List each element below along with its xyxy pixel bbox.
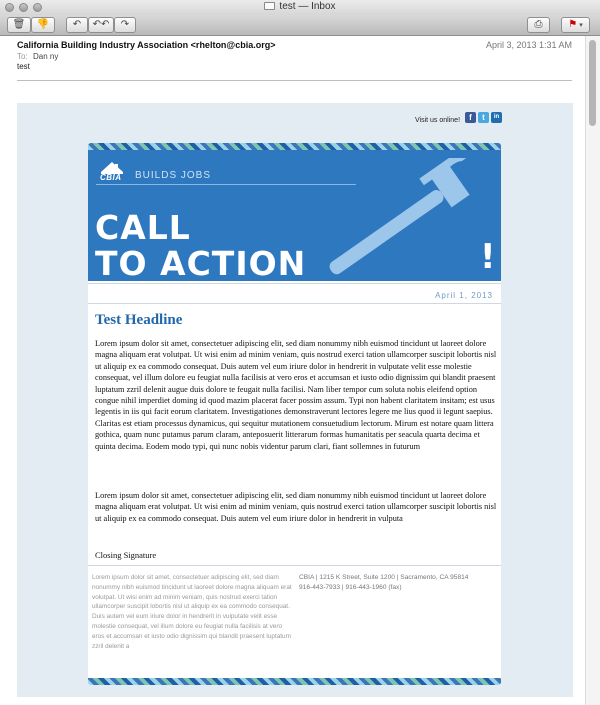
sender[interactable]: California Building Industry Association <rhelton@cbia.org> <box>17 40 276 50</box>
junk-button[interactable] <box>31 17 55 33</box>
banner-title-line2: TO ACTION <box>95 244 307 281</box>
reply-icon: ↶ <box>72 19 82 30</box>
recipient[interactable]: Dan ny <box>33 52 59 61</box>
trash-icon: 🗑 <box>12 19 26 30</box>
footer-phone: 916-443-7933 | 916-443-1960 (fax) <box>299 583 402 591</box>
window-title-area <box>0 1 600 12</box>
message-date: April 3, 2013 1:31 AM <box>485 40 572 50</box>
print-button[interactable] <box>527 17 550 33</box>
banner-title-line1: CALL <box>95 208 191 247</box>
date-rule-top <box>88 283 501 284</box>
logo-text: CBIA <box>100 173 122 182</box>
closing-signature: Closing Signature <box>95 550 157 560</box>
flag-icon: ⚑ <box>568 19 578 30</box>
header-divider <box>17 80 572 81</box>
delete-button[interactable] <box>7 17 31 33</box>
reply-all-icon: ↶↶ <box>92 19 110 30</box>
chevron-down-icon: ▾ <box>579 22 583 29</box>
footer-rule <box>88 565 501 566</box>
hammer-icon <box>298 158 498 278</box>
article-paragraph-1: Lorem ipsum dolor sit amet, consectetuer adipiscing elit, sed diam nonummy nibh euismod tincidunt ut laoreet dolore magna aliquam erat volutpat. Ut wisi enim ad minim veniam, quis nostrud exerci tation ullamcorper suscipit lobortis nisl ut aliquip ex ea commodo consequat. Duis autem vel eum iriure dolor in hendrerit in vulputate velit esse molestie consequat, vel illum dolore eu feugiat nulla facilisis at vero eros et accumsan et iusto odio dignissim qui blandit praesent luptatum zzril delenit augue duis dolore te feugait nulla facilisi. Nam liber tempor cum soluta nobis eleifend option congue nihil imperdiet doming id quod mazim placerat facer possim assum. Typi non habent claritatem insitam; est usus legentis in iis qui facit eorum claritatem. Investigationes demonstraverunt lectores legere me lius quod ii legunt saepius. Claritas est etiam processus dynamicus, qui sequitur mutationem consuetudium lectorum. Mirum est notare quam littera gothica, quam nunc putamus parum claram, anteposuerit litterarum formas humanitatis per seacula quarta decima et quinta decima. Eodem modo typi, qui nunc nobis videntur parum clari, fiant sollemnes in futurum <box>95 339 497 451</box>
footer-address: CBIA | 1215 K Street, Suite 1200 | Sacramento, CA 95814 <box>299 574 469 581</box>
envelope-icon <box>264 2 275 10</box>
article-paragraph-2: Lorem ipsum dolor sit amet, consectetuer adipiscing elit, sed diam nonummy nibh euismod tincidunt ut laoreet dolore magna aliquam erat volutpat. Ut wisi enim ad minim veniam, quis nostrud exerci tation ullamcorper suscipit lobortis nisl ut aliquip ex ea commodo consequat. Duis autem vel eum iriure dolor in hendrerit in vulputa <box>95 491 497 523</box>
date-rule-bottom <box>88 303 501 304</box>
linkedin-icon[interactable]: in <box>491 112 502 123</box>
article-headline: Test Headline <box>95 312 183 328</box>
flag-button[interactable] <box>561 17 590 33</box>
vertical-scrollbar[interactable] <box>585 36 600 705</box>
bottom-pattern-strip <box>88 678 501 685</box>
to-label: To: <box>17 52 28 61</box>
issue-date: April 1, 2013 <box>435 291 493 300</box>
call-to-action-banner <box>88 150 501 281</box>
thumbs-down-icon: 👎 <box>36 19 50 30</box>
subject: test <box>17 62 30 71</box>
top-pattern-strip <box>88 143 501 150</box>
window-title: test — Inbox <box>279 1 336 12</box>
facebook-icon[interactable]: f <box>465 112 476 123</box>
reply-all-button[interactable] <box>88 17 114 33</box>
exclamation-mark: ! <box>480 237 496 277</box>
footer-contact <box>299 573 499 592</box>
printer-icon: ⎙ <box>534 19 543 30</box>
tagline: BUILDS JOBS <box>135 170 212 181</box>
message-header <box>0 36 584 106</box>
message-toolbar <box>0 15 600 36</box>
newsletter-card <box>88 143 501 685</box>
twitter-icon[interactable]: t <box>478 112 489 123</box>
reply-button[interactable] <box>66 17 88 33</box>
visit-us-text: Visit us online! <box>415 117 461 124</box>
scrollbar-thumb[interactable] <box>589 40 596 126</box>
window-titlebar <box>0 0 600 15</box>
forward-button[interactable] <box>114 17 136 33</box>
footer-text: Lorem ipsum dolor sit amet, consectetuer adipiscing elit, sed diam nonummy nibh euismod tincidunt ut laoreet dolore magna aliquam erat volutpat. Ut wisi enim ad minim veniam, quis nostrud exerci tation ullamcorper suscipit lobortis nisl ut aliquip ex ea commodo consequat. Duis autem vel eum iriure dolor in hendrerit in vulputate velit esse molestie consequat, vel illum dolore eu feugiat nulla facilisis at vero eros et accumsan et iusto odio dignissim qui blandit praesent luptatum zzril delenit a <box>92 574 292 650</box>
forward-icon: ↷ <box>120 19 130 30</box>
